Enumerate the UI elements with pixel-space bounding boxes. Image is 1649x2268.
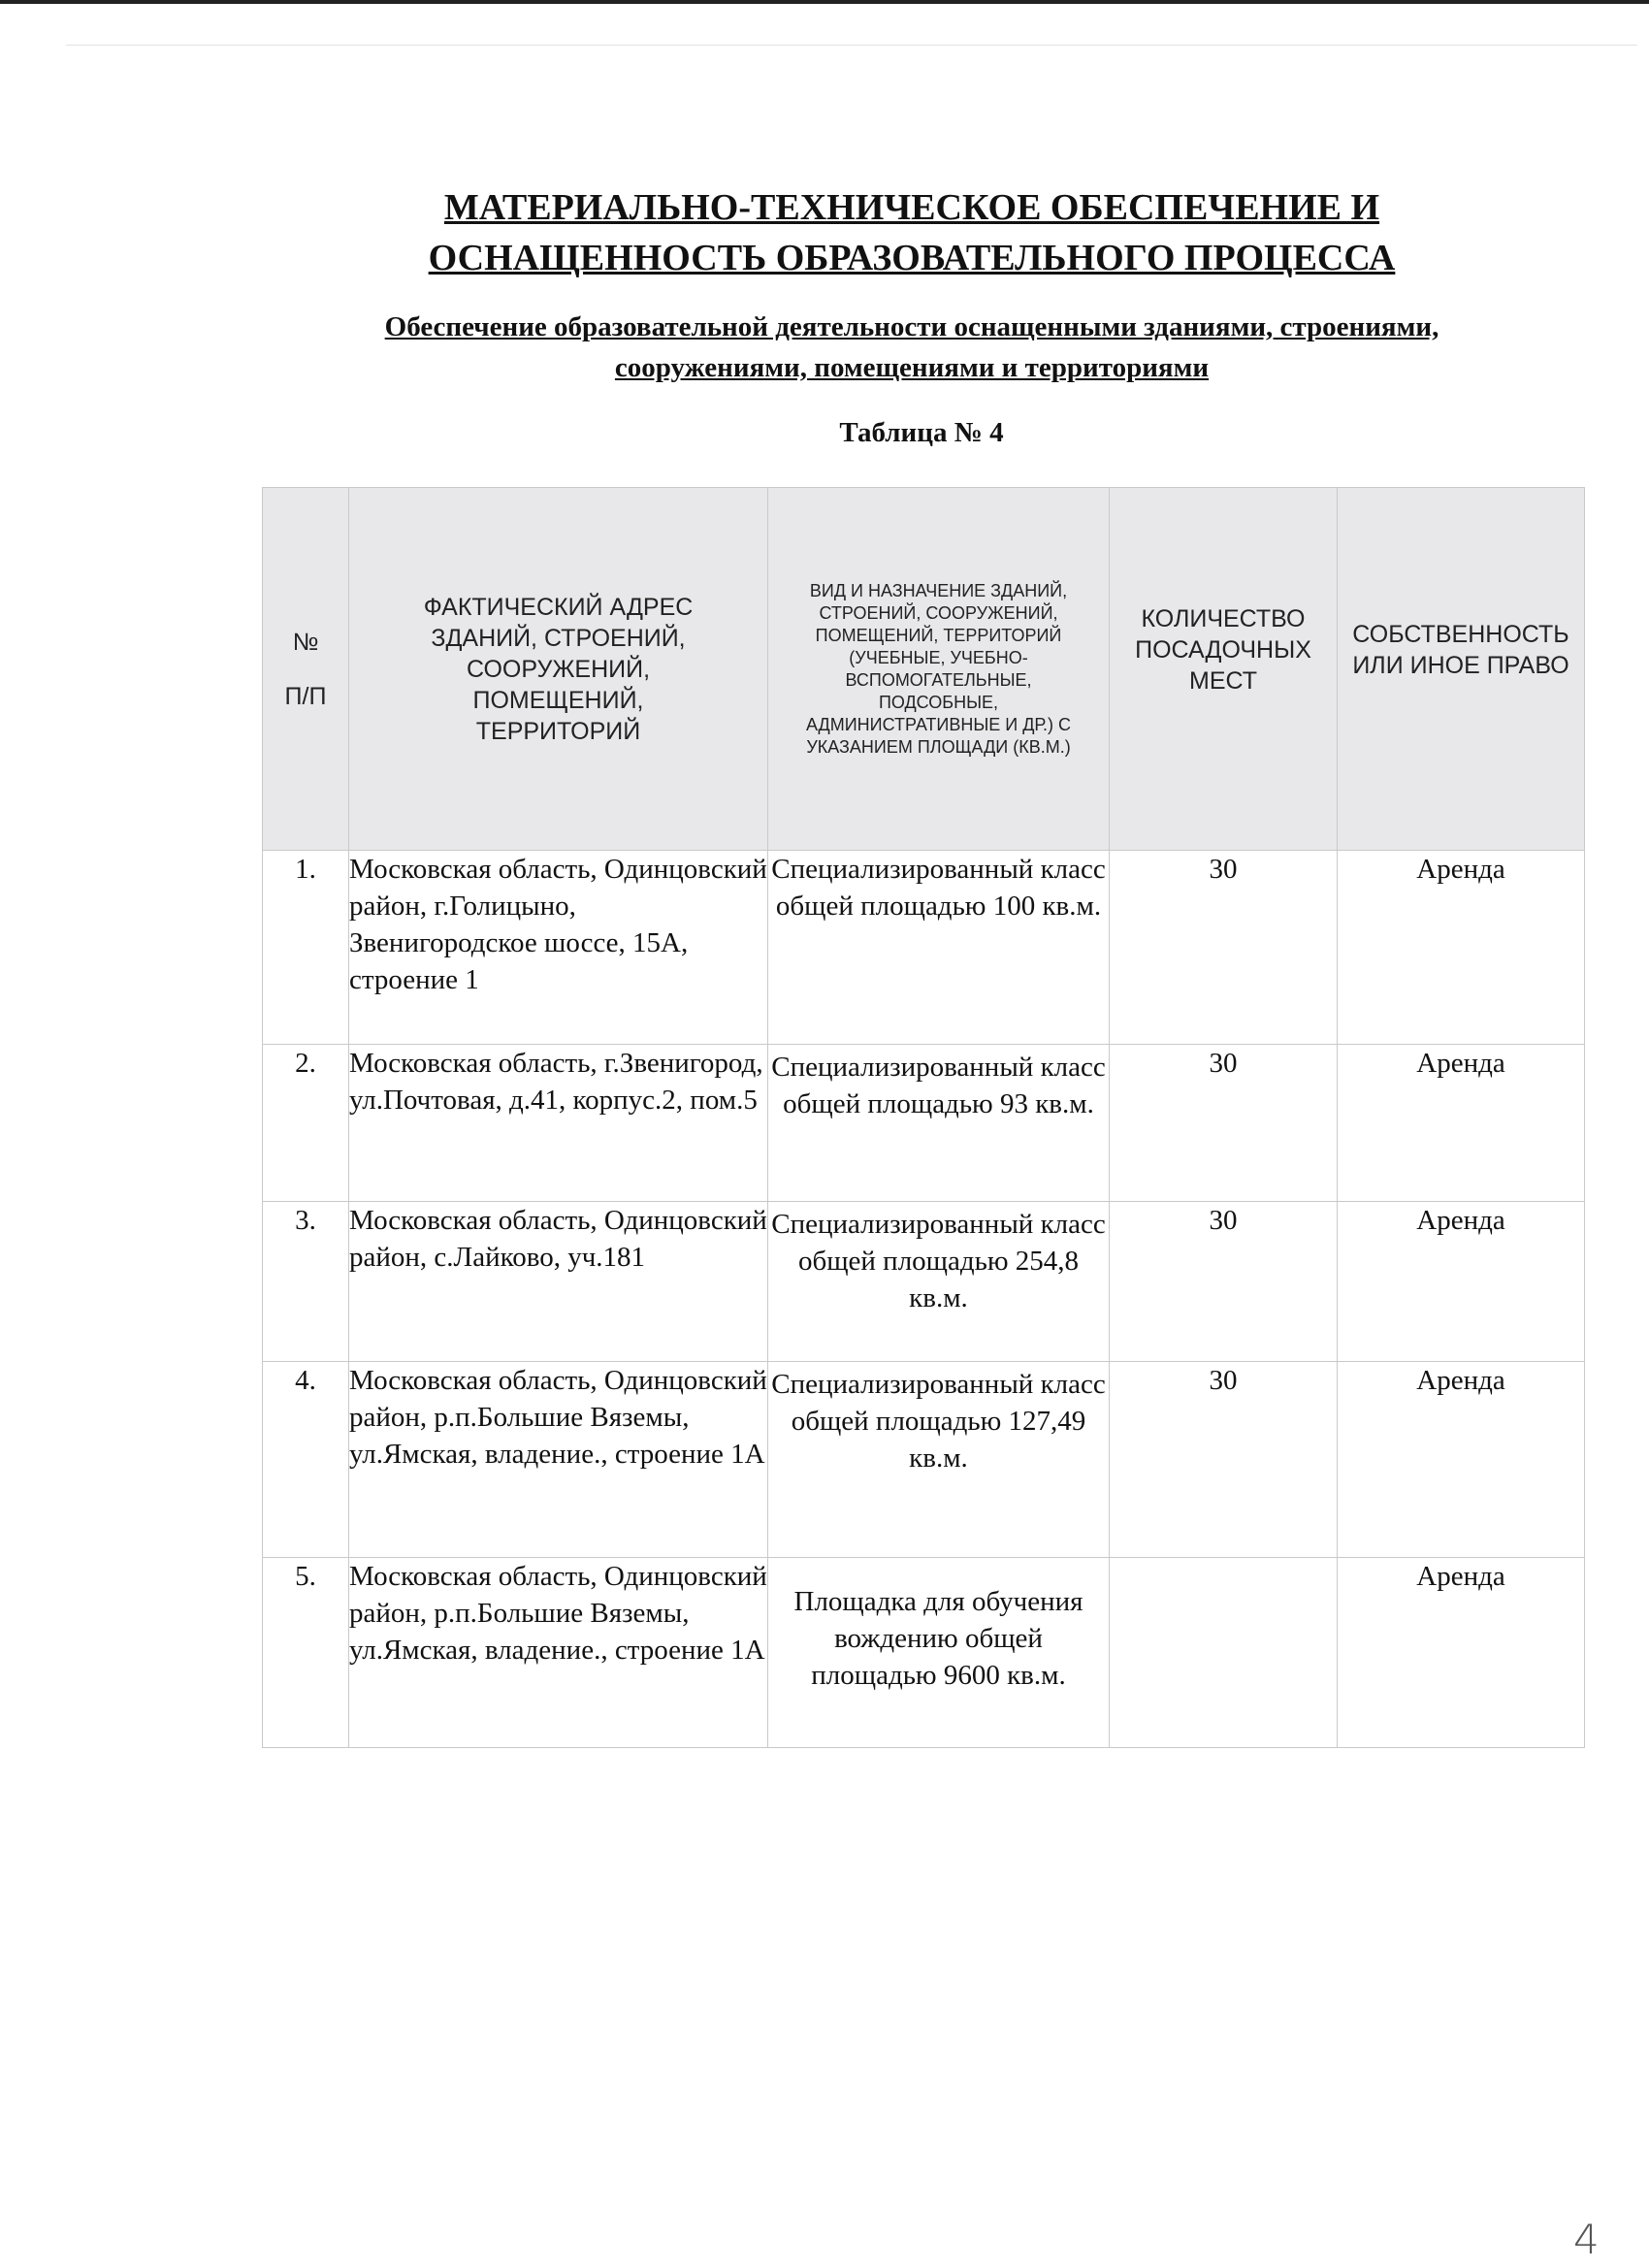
row-number: 1. <box>263 851 349 1045</box>
row-address: Московская область, Одинцовский район, г.Голицыно, Звенигородское шоссе, 15А, строение 1 <box>349 851 768 1045</box>
row-seats: 30 <box>1110 851 1338 1045</box>
table-caption: Таблица № 4 <box>839 417 1004 448</box>
row-seats: 30 <box>1110 1202 1338 1362</box>
table-header-row <box>263 488 1585 851</box>
row-purpose: Специализированный класс общей площадью 93 кв.м. <box>768 1045 1110 1202</box>
table-row <box>263 1362 1585 1558</box>
subtitle-line: сооружениями, помещениями и территориями <box>614 352 1210 383</box>
row-number: 2. <box>263 1045 349 1202</box>
subtitle-line: Обеспечение образовательной деятельности оснащенными зданиями, строениями, <box>384 311 1439 342</box>
facilities-table <box>262 487 1585 1748</box>
table-row <box>263 1202 1585 1362</box>
header-number-sign: № <box>292 628 319 656</box>
row-address: Московская область, Одинцовский район, с.Лайково, уч.181 <box>349 1202 768 1362</box>
header-number <box>263 488 349 851</box>
scan-rule <box>66 45 1637 46</box>
row-address: Московская область, Одинцовский район, р.п.Большие Вяземы, ул.Ямская, владение., строение 1А <box>349 1558 768 1748</box>
header-number-pp: П/П <box>284 682 327 710</box>
row-purpose: Специализированный класс общей площадью 254,8 кв.м. <box>768 1202 1110 1362</box>
page-number: 4 <box>1573 2216 1600 2263</box>
table-row <box>263 1558 1585 1748</box>
row-purpose: Площадка для обучения вождению общей площадью 9600 кв.м. <box>768 1558 1110 1748</box>
row-ownership: Аренда <box>1338 1045 1585 1202</box>
row-seats <box>1110 1558 1338 1748</box>
row-ownership: Аренда <box>1338 1362 1585 1558</box>
scan-edge <box>0 0 1649 4</box>
title-line: ОСНАЩЕННОСТЬ ОБРАЗОВАТЕЛЬНОГО ПРОЦЕССА <box>428 238 1396 278</box>
row-address: Московская область, г.Звенигород, ул.Почтовая, д.41, корпус.2, пом.5 <box>349 1045 768 1202</box>
table-row <box>263 851 1585 1045</box>
row-number: 4. <box>263 1362 349 1558</box>
header-address: ФАКТИЧЕСКИЙ АДРЕС ЗДАНИЙ, СТРОЕНИЙ, СООРУЖЕНИЙ, ПОМЕЩЕНИЙ, ТЕРРИТОРИЙ <box>349 488 768 851</box>
row-purpose: Специализированный класс общей площадью 100 кв.м. <box>768 851 1110 1045</box>
document-title <box>252 182 1571 283</box>
row-ownership: Аренда <box>1338 1558 1585 1748</box>
row-ownership: Аренда <box>1338 1202 1585 1362</box>
row-number: 5. <box>263 1558 349 1748</box>
row-seats: 30 <box>1110 1045 1338 1202</box>
title-line: МАТЕРИАЛЬНО-ТЕХНИЧЕСКОЕ ОБЕСПЕЧЕНИЕ И <box>443 187 1380 228</box>
table-row <box>263 1045 1585 1202</box>
header-seats: КОЛИЧЕСТВО ПОСАДОЧНЫХ МЕСТ <box>1110 488 1338 851</box>
header-ownership: СОБСТВЕННОСТЬ ИЛИ ИНОЕ ПРАВО <box>1338 488 1585 851</box>
header-purpose: ВИД И НАЗНАЧЕНИЕ ЗДАНИЙ, СТРОЕНИЙ, СООРУЖЕНИЙ, ПОМЕЩЕНИЙ, ТЕРРИТОРИЙ (УЧЕБНЫЕ, УЧЕБНО-ВСПОМОГАТЕЛЬНЫЕ, ПОДСОБНЫЕ, АДМИНИСТРАТИВНЫЕ И ДР.) С УКАЗАНИЕМ ПЛОЩАДИ (КВ.М.) <box>768 488 1110 851</box>
row-number: 3. <box>263 1202 349 1362</box>
document-subtitle <box>252 307 1571 388</box>
row-purpose: Специализированный класс общей площадью 127,49 кв.м. <box>768 1362 1110 1558</box>
row-ownership: Аренда <box>1338 851 1585 1045</box>
row-seats: 30 <box>1110 1362 1338 1558</box>
row-address: Московская область, Одинцовский район, р.п.Большие Вяземы, ул.Ямская, владение., строение 1А <box>349 1362 768 1558</box>
